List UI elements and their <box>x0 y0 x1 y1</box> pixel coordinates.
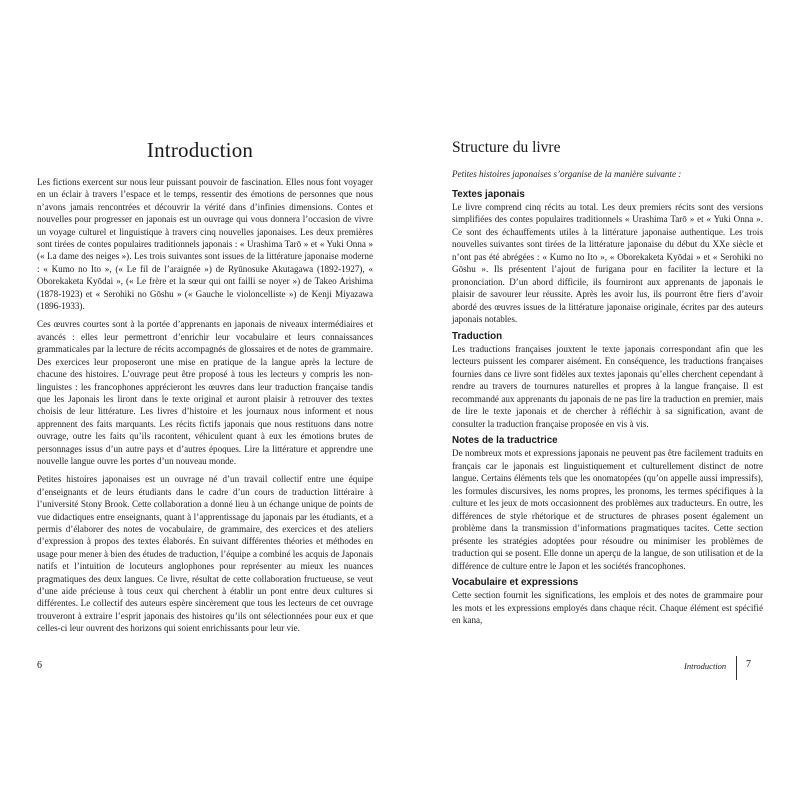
folio-divider <box>736 656 737 680</box>
section-body: De nombreux mots et expressions japonais ne peuvent pas être facilement traduits en français car le japonais est linguistiquement et culturellement distinct de notre langue. Certains éléments tels que les onomatopées (qu’on appelle aussi impressifs), les formules discursives, les noms propres, les pronoms, les termes spécifiques à la culture et les jeux de mots occasionnent des problèmes aux traducteurs. En outre, les différences de style rhétorique et de structures de phrases posent également un problème dans la transmission d’informations pragmatiques tacites. Cette section présente les stratégies adoptées pour résoudre ou minimiser les problèmes de traduction qui se posent. Elle donne un aperçu de la langue, de son utilisation et de la différence de culture entre le Japon et les sociétés francophones. <box>452 448 763 571</box>
paragraph: Petites histoires japonaises est un ouvrage né d’un travail collectif entre une équipe d’enseignants et de leurs étudiants dans le cadre d’un cours de traduction littéraire à l’université Stony Brook. Cette collaboration a donné lieu à un échange unique de points de vue didactiques entre enseignants, quant à l’apprentissage du japonais par les étudiants, et a permis d’élaborer des notes de vocabulaire, de grammaire, des exercices et des ateliers d’expression à propos des textes élaborés. En suivant différentes théories et méthodes en usage pour mener à bien des études de traduction, l’équipe a combiné les acquis de Japonais natifs et l’intuition de locuteurs anglophones pour représenter au mieux les nuances pragmatiques des deux langues. Ce livre, résultat de cette collaboration fructueuse, se veut d’une aide précieuse à tous ceux qui cherchent à établir un pont entre deux cultures si différentes. Le collectif des auteurs espère sincèrement que tous les lecteurs de cet ouvrage trouveront à extraire l’esprit japonais des histoires qu’ils ont sélectionnées pour eux et que celles-ci leur ouvrent des horizons qui soient enrichissants pour leur vie. <box>37 474 373 634</box>
paragraph: Ces œuvres courtes sont à la portée d’apprenants en japonais de niveaux intermédiaires et avancés : elles leur permettront d’enrichir leur vocabulaire et leurs connaissances grammaticales par la lecture de récits accompagnés de glossaires et de notes de grammaire. Des exercices leur proposeront une mise en pratique de la langue après la lecture de chacune des histoires. L’ouvrage peut être proposé à tous les lecteurs y compris les non-linguistes : les francophones apprécieront les œuvres dans leur traduction française tandis que les Japonais les liront dans le texte original et auront plaisir à retrouver des textes choisis de leur littérature. Les livres d’histoire et les journaux nous informent et nous apprennent des faits marquants. Les récits fictifs japonais que nous restituons dans notre ouvrage, outre les faits qu’ils racontent, véhiculent quant à eux les émotions brutes de personnages issus d’un autre pays et d’autres époques. Lire la littérature et apprendre une nouvelle langue ouvre les portes d’un nouveau monde. <box>37 319 373 466</box>
section-body: Cette section fournit les significations, les emplois et des notes de grammaire pour les mots et les expressions employés dans chaque récit. Chaque élément est spécifié en kana, <box>452 590 763 625</box>
right-page-body <box>452 168 763 631</box>
section-body: Les traductions françaises jouxtent le texte japonais correspondant afin que les lecteurs puissent les comparer aisément. En conséquence, les traductions françaises fournies dans ce livre sont fidèles aux textes japonais qu’elles cherchent cependant à rendre au travers de tournures naturelles et propres à la langue française. Il est recommandé aux apprenants du japonais de ne pas lire la traduction en premier, mais de lire le texte japonais et de chercher à réfléchir à sa signification, avant de consulter la traduction française proposée en vis à vis. <box>452 343 763 429</box>
section-textes-japonais <box>452 188 763 326</box>
section-heading: Notes de la traductrice <box>452 435 558 446</box>
page-number: 6 <box>37 660 42 671</box>
section-notes <box>452 434 763 572</box>
intro-line: Petites histoires japonaises s’organise de la manière suivante : <box>452 169 682 179</box>
section-title: Structure du livre <box>452 139 561 156</box>
section-traduction <box>452 330 763 431</box>
running-head: Introduction <box>684 661 727 671</box>
section-vocabulaire <box>452 576 763 627</box>
section-heading: Textes japonais <box>452 188 525 200</box>
paragraph: Les fictions exercent sur nous leur puissant pouvoir de fascination. Elles nous font voyager en un éclair à travers l’espace et le temps, ressentir des émotions de personnes que nous n’avons jamais rencontrées et découvrir la vérité dans d’infinies dimensions. Contes et nouvelles pour progresser en japonais est un ouvrage qui vous donnera l’occasion de vivre un voyage culturel et linguistique à travers cinq nouvelles japonaises. Les deux premières sont tirées de contes populaires traditionnels japonais : « Urashima Tarō » et « Yuki Onna » (« La dame des neiges »). Les trois suivantes sont issues de la littérature japonaise moderne : « Kumo no Ito », (« Le fil de l’araignée ») de Ryūnosuke Akutagawa (1892-1927), « Oborekaketa Kyōdai », (« Le frère et la sœur qui ont failli se noyer ») de Takeo Arishima (1878-1923) et « Serohiki no Gōshu » (« Gauche le violoncelliste ») de Kenji Miyazawa (1896-1933). <box>37 177 373 312</box>
section-heading: Vocabulaire et expressions <box>452 577 579 588</box>
page-number: 7 <box>746 659 751 670</box>
left-page-body <box>37 176 373 641</box>
section-body: Le livre comprend cinq récits au total. Les deux premiers récits sont des versions simplifiées des contes populaires traditionnels « Urashima Tarō » et « Yuki Onna ». Ce sont des échauffements utiles à la littérature japonaise authentique. Les trois nouvelles suivantes sont tirées de la littérature japonaise du début du XXe siècle et n’ont pas été abrégées : « Kumo no Ito », « Oborekaketa Kyōdai » et « Serohiki no Gōshu ». Ils présentent l’ajout de furigana pour en faciliter la lecture et la prononciation. D’un abord difficile, ils fourniront aux apprenants de japonais le plaisir de savourer leur réussite. Après les avoir lus, ils pourront être fiers d’avoir abordé des œuvres issues de la littérature japonaise originale, écrites par des auteurs japonais notables. <box>452 201 763 324</box>
section-heading: Traduction <box>452 330 503 342</box>
page-title: Introduction <box>146 138 254 162</box>
